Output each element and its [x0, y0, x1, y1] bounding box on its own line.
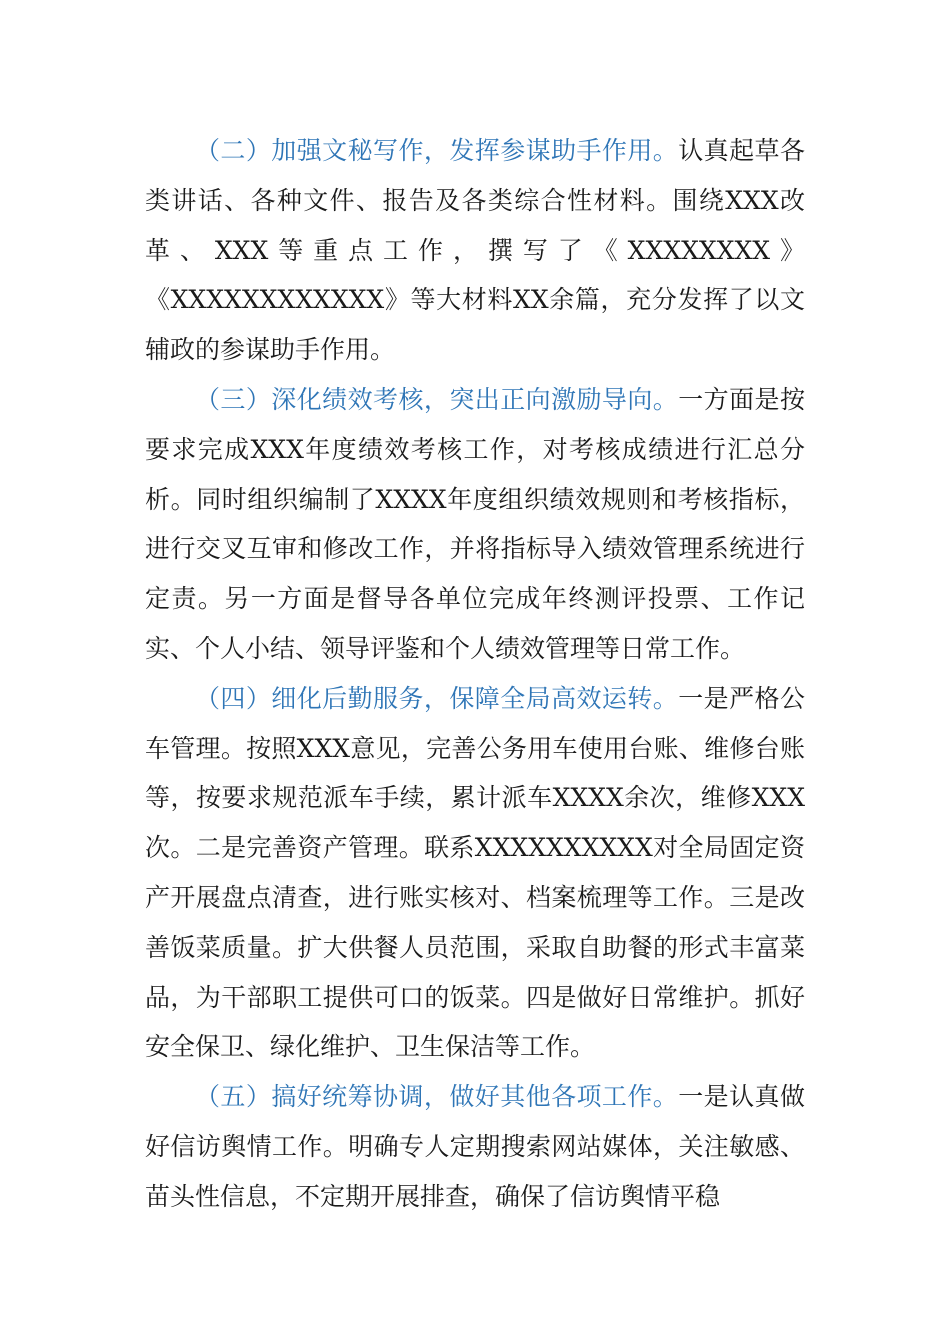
paragraph-heading: （三）深化绩效考核，突出正向激励导向。	[195, 384, 679, 414]
paragraph-3	[145, 375, 805, 674]
paragraph-body: 认真起草各类讲话、各种文件、报告及各类综合性材料。围绕XXX改革、XXX等重点工作，撰写了《XXXXXXXX》《XXXXXXXXXXXX》等大材料XX余篇，充分发挥了以文辅政的参谋助手作用。	[145, 136, 805, 365]
paragraph-heading: （二）加强文秘写作，发挥参谋助手作用。	[195, 136, 679, 165]
paragraph-body: 一是认真做好信访舆情工作。明确专人定期搜索网站媒体，关注敏感、苗头性信息，不定期开展排查，确保了信访舆情平稳	[145, 1082, 805, 1211]
paragraph-heading: （四）细化后勤服务，保障全局高效运转。	[195, 683, 679, 713]
paragraph-2	[145, 126, 805, 375]
paragraph-body: 一是严格公车管理。按照XXX意见，完善公务用车使用台账、维修台账等，按要求规范派车手续，累计派车XXXX余次，维修XXX次。二是完善资产管理。联系XXXXXXXXXX对全局固定资产开展盘点清查，进行账实核对、档案梳理等工作。三是改善饭菜质量。扩大供餐人员范围，采取自助餐的形式丰富菜品，为干部职工提供可口的饭菜。四是做好日常维护。抓好安全保卫、绿化维护、卫生保洁等工作。	[145, 683, 805, 1062]
paragraph-5	[145, 1072, 805, 1221]
paragraph-heading: （五）搞好统筹协调，做好其他各项工作。	[195, 1082, 679, 1112]
document-page	[145, 126, 805, 1222]
paragraph-body: 一方面是按要求完成XXX年度绩效考核工作，对考核成绩进行汇总分析。同时组织编制了XXXX年度组织绩效规则和考核指标，进行交叉互审和修改工作，并将指标导入绩效管理系统进行定责。另一方面是督导各单位完成年终测评投票、工作记实、个人小结、领导评鉴和个人绩效管理等日常工作。	[145, 384, 805, 663]
paragraph-4	[145, 674, 805, 1072]
